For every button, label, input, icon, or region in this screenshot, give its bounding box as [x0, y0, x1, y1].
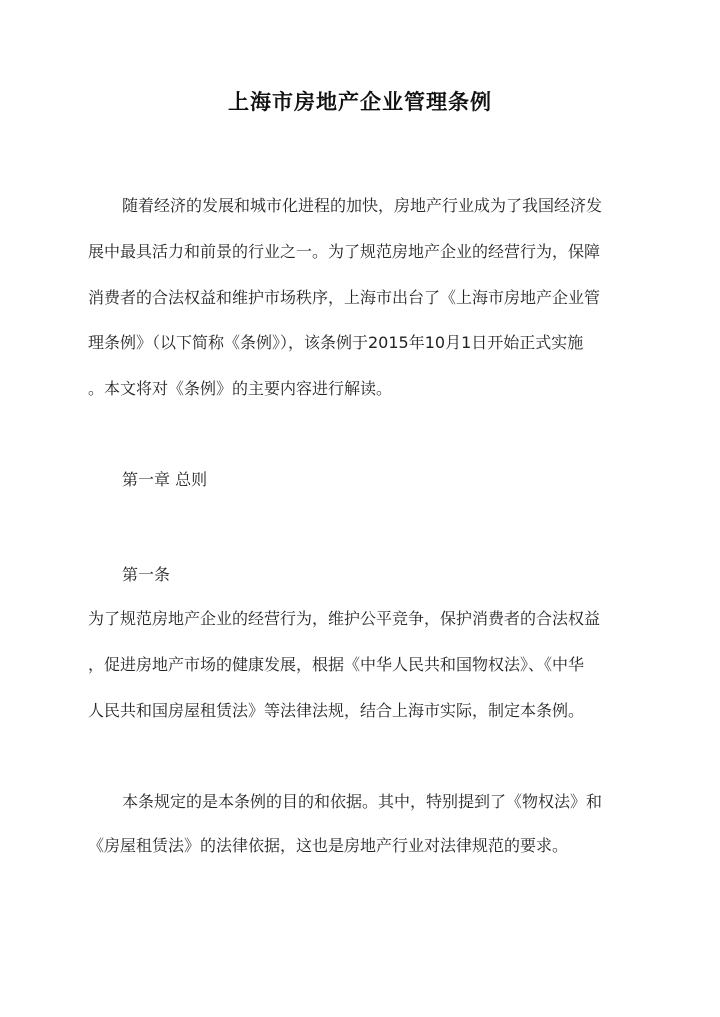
- article-heading: 第一条: [122, 565, 171, 584]
- chapter-heading: 第一章 总则: [122, 470, 208, 489]
- intro-line-3: 消费者的合法权益和维护市场秩序，上海市出台了《上海市房地产企业管: [88, 288, 601, 307]
- intro-line-1: 随着经济的发展和城市化进程的加快，房地产行业成为了我国经济发: [122, 196, 603, 215]
- intro-line-5: 。本文将对《条例》的主要内容进行解读。: [88, 379, 393, 398]
- article-line-2: ，促进房地产市场的健康发展，根据《中华人民共和国物权法》、《中华: [88, 655, 585, 674]
- intro-line-4: 理条例》（以下简称《条例》），该条例于2015年10月1日开始正式实施: [88, 333, 584, 352]
- article-line-1: 为了规范房地产企业的经营行为，维护公平竞争，保护消费者的合法权益: [88, 609, 601, 628]
- commentary-line-2: 《房屋租赁法》的法律依据，这也是房地产行业对法律规范的要求。: [88, 836, 569, 855]
- commentary-line-1: 本条规定的是本条例的目的和依据。其中，特别提到了《物权法》和: [122, 792, 603, 811]
- intro-line-2: 展中最具活力和前景的行业之一。为了规范房地产企业的经营行为，保障: [88, 242, 601, 261]
- article-line-3: 人民共和国房屋租赁法》等法律法规，结合上海市实际，制定本条例。: [88, 701, 585, 720]
- document-title: 上海市房地产企业管理条例: [228, 89, 492, 114]
